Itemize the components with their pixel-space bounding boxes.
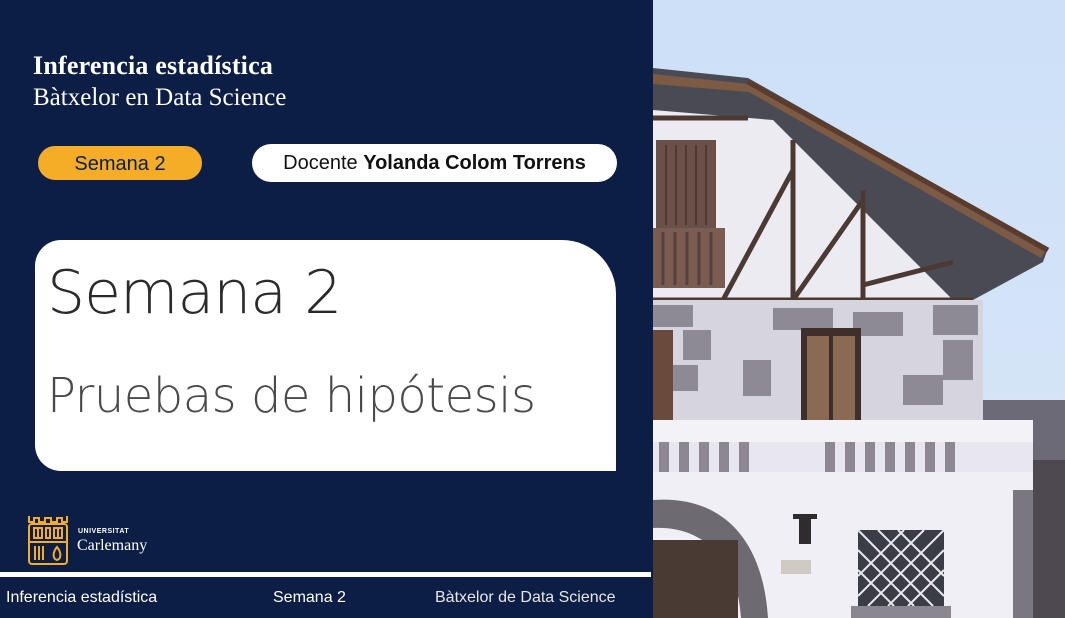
building-photo	[653, 0, 1065, 618]
teacher-prefix: Docente	[283, 152, 358, 174]
teacher-badge	[252, 144, 617, 182]
logo-line2: Carlemany	[77, 537, 148, 554]
footer-program: Bàtxelor de Data Science	[435, 589, 616, 606]
footer-bar	[0, 577, 653, 618]
footer-course: Inferencia estadística	[6, 589, 158, 606]
course-title: Inferencia estadística	[33, 51, 274, 80]
title-card-subtitle: Pruebas de hipótesis	[47, 368, 536, 424]
logo-line1: UNIVERSITAT	[78, 528, 130, 535]
program-title: Bàtxelor en Data Science	[33, 84, 287, 111]
title-card	[35, 240, 616, 471]
week-badge: Semana 2	[37, 145, 203, 181]
footer-week: Semana 2	[273, 589, 346, 606]
castle-crest-icon	[26, 514, 70, 566]
title-card-title: Semana 2	[47, 258, 342, 328]
teacher-name: Yolanda Colom Torrens	[363, 152, 586, 174]
university-logo	[26, 514, 166, 566]
